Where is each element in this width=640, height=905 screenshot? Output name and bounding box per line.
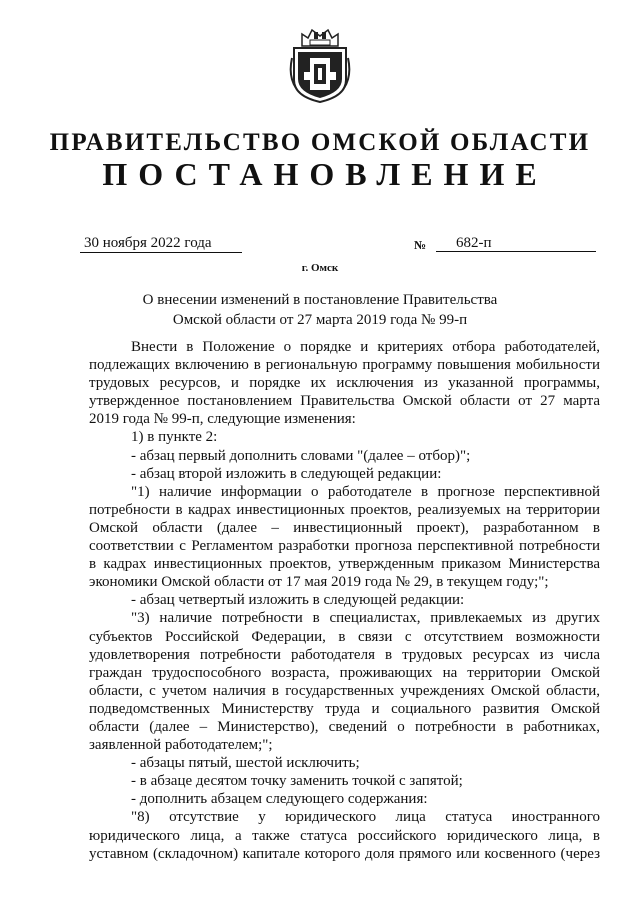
body-paragraph-quote-3: "3) наличие потребности в специалистах, привлекаемых из других субъектов Российской Федерации, в связи с отсутствием возможности удовлетворения потребности работодателя в трудовых ресурсах из числа граждан трудоспособного возраста, проживающих на территории Омской области, с учетом наличия в государственных учреждениях Омской области, подведомственных Министерству труда и социального развития Омской области (далее – Министерство), сведений о потребности в работниках, заявленной работодателем;";	[89, 610, 600, 754]
organization-title: ПРАВИТЕЛЬСТВО ОМСКОЙ ОБЛАСТИ	[49, 129, 591, 156]
body-paragraph-quote-1: "1) наличие информации о работодателе в прогнозе перспективной потребности в кадрах инвестиционных проектов, реализуемых на территории Омской области (далее – инвестиционный проект), разработанном в соответствии с Регламентом разработки прогноза перспективной потребности в кадрах инвестиционных проектов, утвержденным приказом Министерства экономики Омской области от 17 мая 2019 года № 29, в текущем году;";	[89, 483, 600, 591]
body-paragraph-amend-4: - абзацы пятый, шестой исключить;	[131, 755, 360, 772]
body-paragraph-amend-2: - абзац второй изложить в следующей редакции:	[131, 465, 442, 482]
document-number: 682-п	[436, 234, 596, 252]
body-paragraph-amend-5: - в абзаце десятом точку заменить точкой с запятой;	[131, 773, 463, 790]
document-type-title: ПОСТАНОВЛЕНИЕ	[102, 156, 548, 192]
document-body	[89, 338, 600, 863]
document-date: 30 ноября 2022 года	[80, 234, 242, 253]
body-paragraph-point-1: 1) в пункте 2:	[131, 429, 218, 446]
body-paragraph-amend-1: - абзац первый дополнить словами "(далее – отбор)";	[131, 447, 471, 464]
body-paragraph-quote-8: "8) отсутствие у юридического лица статуса иностранного юридического лица, а также статуса российского юридического лица, в уставном (складочном) капитале которого доля прямого или косвенного (через	[89, 809, 600, 862]
body-paragraph-amend-6: - дополнить абзацем следующего содержания:	[131, 791, 428, 808]
body-paragraph-intro: Внести в Положение о порядке и критериях отбора работодателей, подлежащих включению в региональную программу повышения мобильности трудовых ресурсов, и порядке их исключения из указанной программы, утвержденное постановлением Правительства Омской области от 27 марта 2019 года № 99-п, следующие изменения:	[89, 339, 600, 428]
omsk-coat-of-arms-emblem	[288, 28, 352, 104]
city-label: г. Омск	[301, 262, 339, 274]
document-subject	[120, 290, 520, 330]
subject-line-1: О внесении изменений в постановление Правительства	[142, 292, 498, 308]
subject-line-2: Омской области от 27 марта 2019 года № 99-п	[172, 312, 468, 328]
number-label: №	[414, 238, 427, 252]
body-paragraph-amend-3: - абзац четвертый изложить в следующей редакции:	[131, 592, 465, 609]
